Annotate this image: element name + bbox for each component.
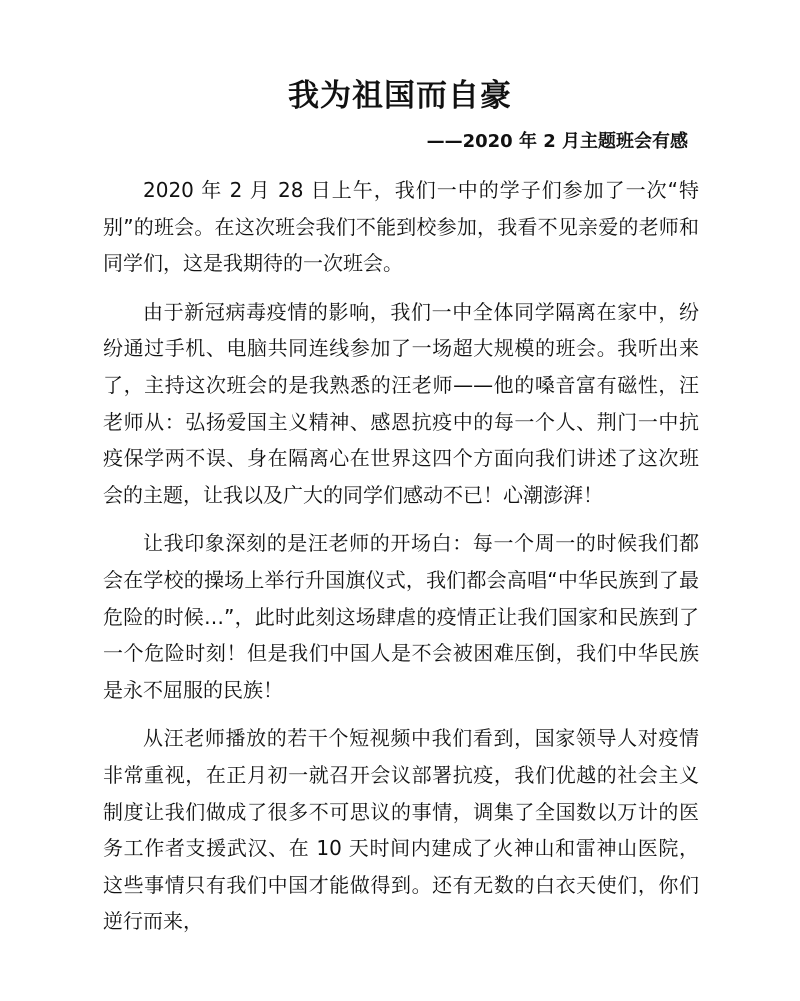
document-title: 我为祖国而自豪 [288,78,512,114]
paragraph: 让我印象深刻的是汪老师的开场白：每一个周一的时候我们都会在学校的操场上举行升国旗仪式，我们都会高唱“中华民族到了最危险的时候…”，此时此刻这场肆虐的疫情正让我们国家和民族到了一个危险时刻！但是我们中国人是不会被困难压倒，我们中华民族是永不屈服的民族！ [103,531,699,702]
document-subtitle: ——2020 年 2 月主题班会有感 [426,131,688,152]
document-body [103,172,699,952]
paragraph: 从汪老师播放的若干个短视频中我们看到，国家领导人对疫情非常重视，在正月初一就召开会议部署抗疫，我们优越的社会主义制度让我们做成了很多不可思议的事情，调集了全国数以万计的医务工作者支援武汉、在 10 天时间内建成了火神山和雷神山医院，这些事情只有我们中国才能做得到。还有无数的白衣天使们，你们逆行而来， [103,726,699,934]
paragraph: 由于新冠病毒疫情的影响，我们一中全体同学隔离在家中，纷纷通过手机、电脑共同连线参加了一场超大规模的班会。我听出来了，主持这次班会的是我熟悉的汪老师——他的嗓音富有磁性，汪老师从：弘扬爱国主义精神、感恩抗疫中的每一个人、荆门一中抗疫保学两不误、身在隔离心在世界这四个方面向我们讲述了这次班会的主题，让我以及广大的同学们感动不已！心潮澎湃！ [103,299,699,507]
paragraph: 2020 年 2 月 28 日上午，我们一中的学子们参加了一次“特别”的班会。在这次班会我们不能到校参加，我看不见亲爱的老师和同学们，这是我期待的一次班会。 [103,178,699,276]
